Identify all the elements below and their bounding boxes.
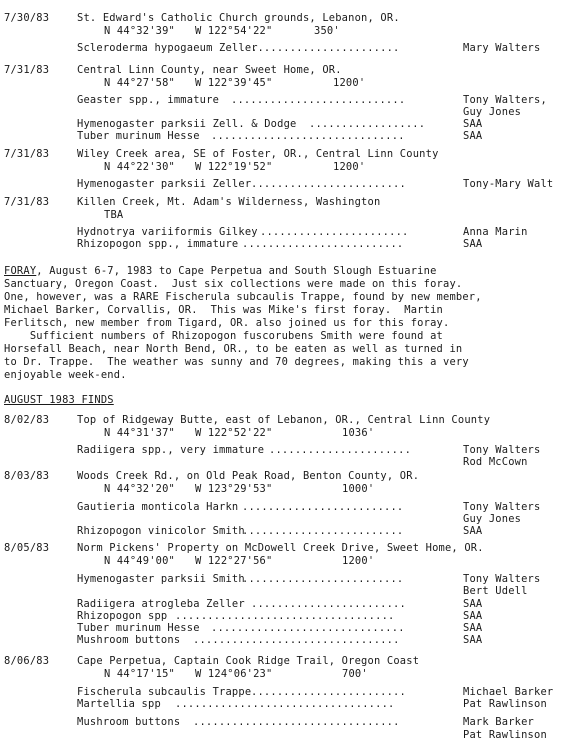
entry-date: 8/02/83	[4, 414, 50, 426]
find-collector: Tony Walters	[463, 444, 541, 456]
find-species: Radiigera atrogleba Zeller	[77, 598, 245, 610]
find-collector: SAA	[463, 130, 483, 142]
entry-latitude: N 44°31'37"	[104, 427, 176, 439]
find-species: Hymenogaster parksii Zell. & Dodge	[77, 118, 297, 130]
find-collector: Tony Walters,	[463, 94, 547, 106]
entry-elevation: 350'	[314, 25, 340, 37]
leader-dots: ..............................	[211, 130, 405, 142]
leader-dots: ................................	[193, 634, 400, 646]
find-collector: Tony-Mary Walt	[463, 178, 554, 190]
find-species: Hymenogaster parksii Smith	[77, 573, 245, 585]
find-collector: Michael Barker	[463, 686, 554, 698]
entry-date: 8/03/83	[4, 470, 50, 482]
foray-heading: FORAY	[4, 265, 37, 277]
entry-location: St. Edward's Catholic Church grounds, Lebanon, OR.	[77, 12, 400, 24]
leader-dots: ..................	[309, 118, 426, 130]
leader-dots: ........................	[251, 178, 406, 190]
entry-location: Top of Ridgeway Butte, east of Lebanon, OR., Central Linn County	[77, 414, 491, 426]
entry-longitude: W 122°19'52"	[195, 161, 273, 173]
find-species: Martellia spp	[77, 698, 161, 710]
leader-dots: .........................	[242, 238, 404, 250]
entry-longitude: W 124°06'23"	[195, 668, 273, 680]
entry-date: 8/05/83	[4, 542, 50, 554]
entry-latitude: N 44°27'58"	[104, 77, 176, 89]
paragraph-line: Horsefall Beach, near North Bend, OR., to be eaten as well as turned in	[4, 343, 463, 355]
entry-longitude: W 122°54'22"	[195, 25, 273, 37]
leader-dots: .........................	[242, 525, 404, 537]
entry-longitude: W 122°27'56"	[195, 555, 273, 567]
leader-dots: ......................	[269, 444, 412, 456]
find-collector: SAA	[463, 525, 483, 537]
entry-longitude: W 122°52'22"	[195, 427, 273, 439]
entry-elevation: 1000'	[342, 483, 375, 495]
find-collector: Mark Barker	[463, 716, 535, 728]
find-species: Hydnotrya variiformis Gilkey	[77, 226, 258, 238]
entry-latitude: N 44°22'30"	[104, 161, 176, 173]
entry-elevation: 1036'	[342, 427, 375, 439]
find-collector-secondary: Bert Udell	[463, 585, 528, 597]
find-species: Radiigera spp., very immature	[77, 444, 265, 456]
entry-note: TBA	[104, 209, 124, 221]
find-species: Mushroom buttons	[77, 716, 181, 728]
paragraph-line: to Dr. Trappe. The weather was sunny and 70 degrees, making this a very	[4, 356, 469, 368]
find-collector: Mary Walters	[463, 42, 541, 54]
entry-location: Central Linn County, near Sweet Home, OR.	[77, 64, 342, 76]
leader-dots: .........................	[242, 501, 404, 513]
find-collector: SAA	[463, 610, 483, 622]
find-collector: Pat Rawlinson	[463, 698, 547, 710]
leader-dots: ................................	[193, 716, 400, 728]
entry-latitude: N 44°17'15"	[104, 668, 176, 680]
leader-dots: ........................	[251, 686, 406, 698]
find-species: Gautieria monticola Harkn	[77, 501, 239, 513]
find-species: Fischerula subcaulis Trappe	[77, 686, 252, 698]
entry-location: Woods Creek Rd., on Old Peak Road, Benton County, OR.	[77, 470, 420, 482]
find-collector: SAA	[463, 238, 483, 250]
entry-date: 8/06/83	[4, 655, 50, 667]
find-species: Tuber murinum Hesse	[77, 622, 200, 634]
entry-location: Norm Pickens' Property on McDowell Creek Drive, Sweet Home, OR.	[77, 542, 484, 554]
entry-date: 7/31/83	[4, 196, 50, 208]
entry-longitude: W 123°29'53"	[195, 483, 273, 495]
entry-elevation: 700'	[342, 668, 368, 680]
find-species: Rhizopogon vinicolor Smith	[77, 525, 245, 537]
find-collector: SAA	[463, 622, 483, 634]
entry-date: 7/30/83	[4, 12, 50, 24]
entry-longitude: W 122°39'45"	[195, 77, 273, 89]
paragraph-line: Sufficient numbers of Rhizopogon fuscorubens Smith were found at	[4, 330, 443, 342]
find-species: Rhizopogon spp., immature	[77, 238, 239, 250]
leader-dots: ........................	[251, 598, 406, 610]
entry-date: 7/31/83	[4, 148, 50, 160]
leader-dots: .......................	[260, 226, 409, 238]
paragraph-line: enjoyable week-end.	[4, 369, 127, 381]
find-collector: SAA	[463, 634, 483, 646]
paragraph-line: Ferlitsch, new member from Tigard, OR. also joined us for this foray.	[4, 317, 450, 329]
section-heading: AUGUST 1983 FINDS	[4, 394, 114, 406]
entry-location: Wiley Creek area, SE of Foster, OR., Central Linn County	[77, 148, 439, 160]
paragraph-line: Michael Barker, Corvallis, OR. This was Mike's first foray. Martin	[4, 304, 443, 316]
find-collector-secondary: Pat Rawlinson	[463, 729, 547, 741]
entry-elevation: 1200'	[333, 77, 366, 89]
entry-location: Killen Creek, Mt. Adam's Wilderness, Washington	[77, 196, 381, 208]
find-species: Scleroderma hypogaeum Zeller	[77, 42, 258, 54]
find-collector-secondary: Guy Jones	[463, 513, 522, 525]
entry-latitude: N 44°49'00"	[104, 555, 176, 567]
entry-elevation: 1200'	[333, 161, 366, 173]
find-collector: Tony Walters	[463, 501, 541, 513]
find-species: Geaster spp., immature	[77, 94, 220, 106]
paragraph-line: Sanctuary, Oregon Coast. Just six collections were made on this foray.	[4, 278, 463, 290]
find-species: Rhizopogon spp	[77, 610, 168, 622]
find-collector: Anna Marin	[463, 226, 528, 238]
leader-dots: ..............................	[211, 622, 405, 634]
find-collector: SAA	[463, 118, 483, 130]
paragraph-line: One, however, was a RARE Fischerula subcaulis Trappe, found by new member,	[4, 291, 482, 303]
entry-latitude: N 44°32'39"	[104, 25, 176, 37]
leader-dots: .......................	[251, 42, 400, 54]
find-collector: Tony Walters	[463, 573, 541, 585]
find-species: Hymenogaster parksii Zeller	[77, 178, 252, 190]
find-collector-secondary: Rod McCown	[463, 456, 528, 468]
find-species: Mushroom buttons	[77, 634, 181, 646]
find-collector: SAA	[463, 598, 483, 610]
entry-date: 7/31/83	[4, 64, 50, 76]
entry-latitude: N 44°32'20"	[104, 483, 176, 495]
find-collector-secondary: Guy Jones	[463, 106, 522, 118]
entry-elevation: 1200'	[342, 555, 375, 567]
leader-dots: ..................................	[175, 610, 395, 622]
entry-location: Cape Perpetua, Captain Cook Ridge Trail, Oregon Coast	[77, 655, 420, 667]
leader-dots: ..................................	[175, 698, 395, 710]
foray-paragraph: FORAY, August 6-7, 1983 to Cape Perpetua and South Slough Estuarine	[4, 265, 437, 277]
find-species: Tuber murinum Hesse	[77, 130, 200, 142]
leader-dots: ...........................	[231, 94, 406, 106]
leader-dots: .........................	[242, 573, 404, 585]
